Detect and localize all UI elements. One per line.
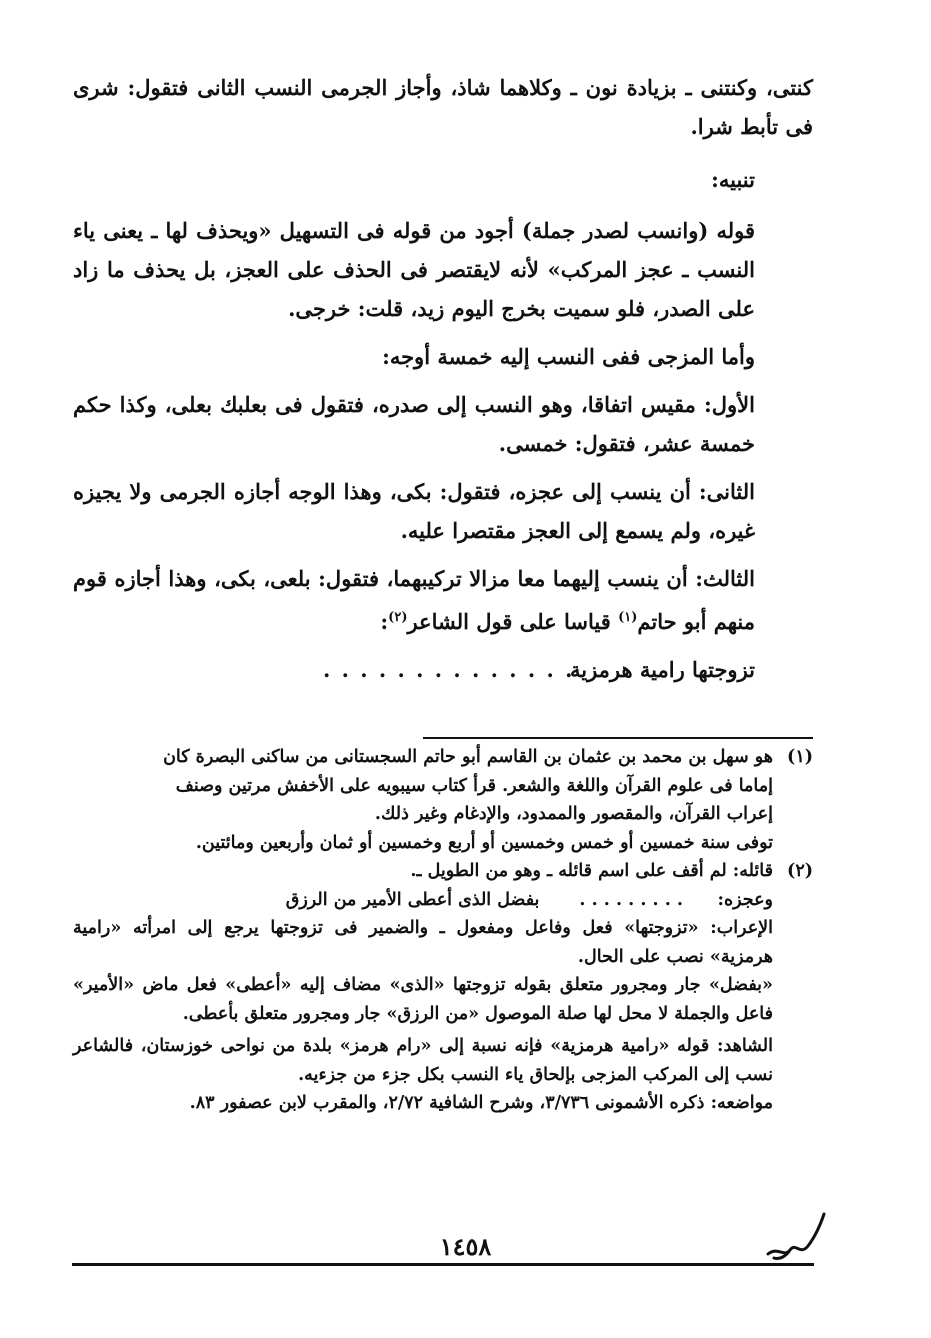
footnote-ref-2[interactable]: (٢) — [388, 610, 408, 625]
third-way-text-end: : — [380, 609, 389, 634]
paragraph-3: قوله (وانسب لصدر جملة) أجود من قوله فى التسهيل «ويحذف لها ـ يعنى ياء النسب ـ عجز المركب» لأنه لايقتصر فى الحذف على العجز، بل يحذف ما زاد على الصدر، فلو سميت بخرج اليوم زيد، قلت: خرجى. — [73, 218, 755, 321]
verse-dots: . . . . . . . . . . . . . . — [323, 657, 575, 682]
footnote-2 — [73, 857, 813, 886]
footnote-1-line-c: إعراب القرآن، والمقصور والممدود، والإدغام وغير ذلك. — [374, 804, 773, 824]
footnote-1 — [73, 743, 813, 772]
second-hemistich-label: وعجزه: — [717, 889, 773, 910]
paragraph-1: كنتى، وكنتنى ـ بزيادة نون ـ وكلاهما شاذ، وأجاز الجرمى النسب الثانى فتقول: شرى فى تأبط شرا. — [73, 75, 813, 139]
footnote-1-line-d: توفى سنة خمسين أو خمس وخمسين أو أربع وخمسين أو ثمان وأربعين ومائتين. — [195, 832, 773, 853]
signature-mark-icon — [760, 1206, 830, 1266]
poetry-verse — [73, 650, 813, 690]
footnote-1-number: (١) — [787, 747, 813, 767]
footnote-2-second-hemistich — [73, 886, 813, 915]
second-way-label: الثانى: — [698, 479, 755, 504]
paragraph-second-way — [73, 472, 813, 550]
paragraph-first-way — [73, 385, 813, 463]
first-way-label: الأول: — [704, 392, 755, 417]
third-way-text-mid: قياسا على قول الشاعر — [407, 609, 619, 634]
footnote-separator — [423, 737, 813, 739]
main-text — [73, 68, 813, 690]
third-way-text: أن ينسب إليهما معا مزالا تركيبهما، فتقول: بلعى، بكى، وهذا أجازه قوم منهم أبو حاتم — [73, 566, 755, 634]
verse-first-hemistich: تزوجتها رامية هرمزية — [569, 657, 755, 682]
footnotes — [73, 743, 813, 1118]
section-heading: تنبيه: — [711, 167, 755, 192]
paragraph-third-way — [73, 559, 813, 641]
page-number: ١٤٥٨ — [439, 1232, 492, 1261]
footer-rule — [72, 1263, 814, 1266]
footnote-2-sources: مواضعه: ذكره الأشمونى ٣/٧٣٦، وشرح الشافية ٢/٧٢، والمقرب لابن عصفور ٨٣. — [189, 1093, 773, 1113]
footnote-1-line-a: هو سهل بن محمد بن عثمان بن القاسم أبو حاتم السجستانى من ساكنى البصرة كان — [163, 747, 773, 767]
first-way-text: مقيس اتفاقا، وهو النسب إلى صدره، فتقول فى بعلبك بعلى، وكذا حكم خمسة عشر، فتقول: خمسى. — [73, 392, 755, 456]
footnote-2-parsing: الإعراب: «تزوجتها» فعل وفاعل ومفعول ـ والضمير فى تزوجتها يرجع إلى امرأته «رامية هرمزية» نصب على الحال. — [73, 918, 773, 967]
footnote-2-parsing-cont: «بفضل» جار ومجرور متعلق بقوله تزوجتها «الذى» مضاف إليه «أعطى» فعل ماض «الأمير» فاعل والجملة لا محل لها صلة الموصول «من الرزق» جار ومجرور متعلق بأعطى. — [73, 975, 773, 1024]
second-way-text: أن ينسب إلى عجزه، فتقول: بكى، وهذا الوجه أجازه الجرمى ولا يجيزه غيره، ولم يسمع إلى العجز مقتصرا عليه. — [73, 479, 755, 543]
paragraph-4: وأما المزجى ففى النسب إليه خمسة أوجه: — [382, 344, 755, 369]
footnote-2-evidence: الشاهد: قوله «رامية هرمزية» فإنه نسبة إلى «رام هرمز» بلدة من نواحى خوزستان، فالشاعر نسب إلى المركب المزجى بإلحاق ياء النسب بكل جزء من جزءيه. — [73, 1036, 773, 1085]
second-hemistich-dots: . . . . . . . . . — [579, 889, 683, 910]
footnote-ref-1[interactable]: (١) — [618, 610, 638, 625]
footnote-2-line-a: قائله: لم أقف على اسم قائله ـ وهو من الطويل ـ. — [410, 861, 773, 881]
footnote-1-line-b: إماما فى علوم القرآن واللغة والشعر. قرأ كتاب سيبويه على الأخفش مرتين وصنف — [175, 775, 773, 796]
footnote-2-number: (٢) — [787, 861, 813, 881]
second-hemistich-text: بفضل الذى أعطى الأمير من الرزق — [285, 889, 540, 910]
third-way-label: الثالث: — [695, 566, 755, 591]
